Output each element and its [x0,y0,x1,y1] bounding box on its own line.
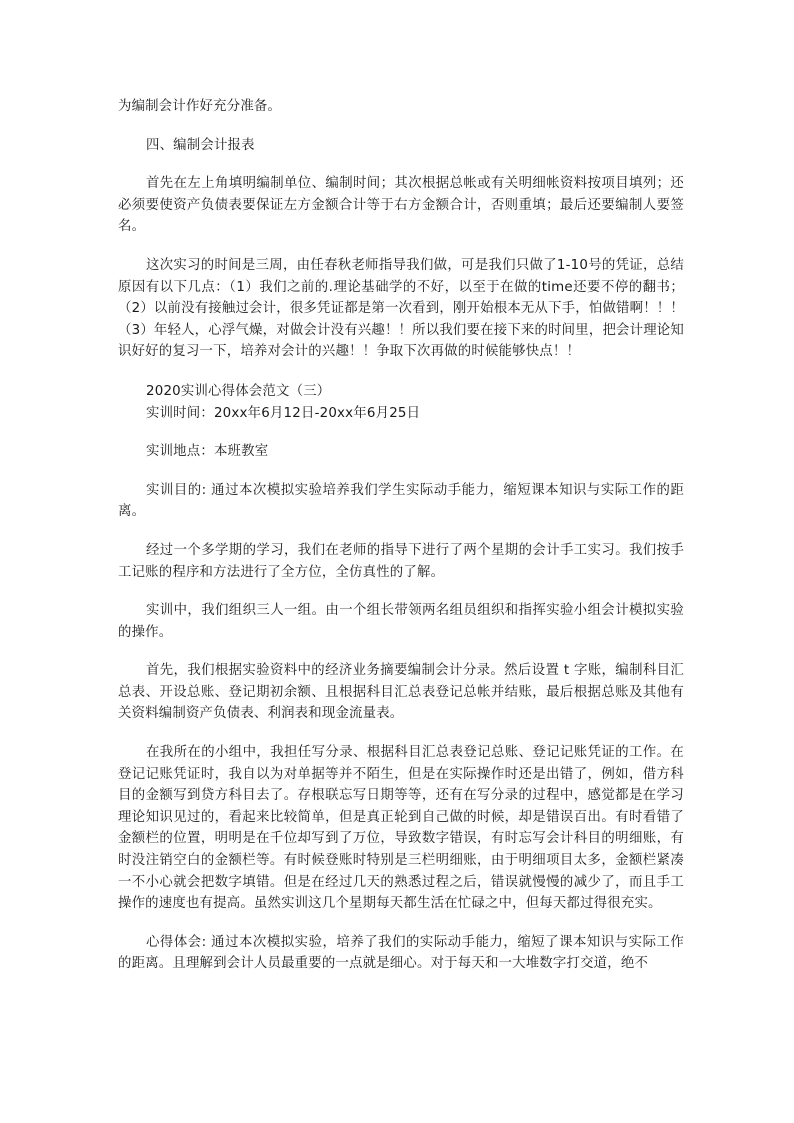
paragraph-reflection: 心得体会: 通过本次模拟实验，培养了我们的实际动手能力，缩短了课本知识与实际工作的距离。且理解到会计人员最重要的一点就是细心。对于每天和一大堆数字打交道，绝不 [118,934,684,972]
paragraph-overview: 经过一个多学期的学习，我们在老师的指导下进行了两个星期的会计手工实习。我们按手工记账的程序和方法进行了全方位，全仿真性的了解。 [118,542,684,580]
training-location: 实训地点：本班教室 [146,444,269,460]
section-heading-report: 四、编制会计报表 [146,137,255,153]
training-purpose: 实训目的: 通过本次模拟实验培养我们学生实际动手能力，缩短课本知识与实际工作的距离。 [118,482,684,520]
paragraph-intro-end: 为编制会计作好充分准备。 [118,99,282,114]
document-page [118,96,684,975]
training-time: 实训时间：20xx年6月12日-20xx年6月25日 [146,405,421,421]
paragraph-internship-summary: 这次实习的时间是三周，由任春秋老师指导我们做，可是我们只做了1-10号的凭证，总结原因有以下几点：（1）我们之前的.理论基础学的不好，以至于在做的time还要不停的翻书；（2）以前没有接触过会计，很多凭证都是第一次看到，刚开始根本无从下手，怕做错啊！！！（3）年轻人，心浮气燥，对做会计没有兴趣！！所以我们要在接下来的时间里，把会计理论知识好好的复习一下，培养对会计的兴趣！！争取下次再做的时候能够快点！！ [118,257,684,360]
paragraph-report-steps: 首先在左上角填明编制单位、编制时间；其次根据总帐或有关明细帐资料按项目填列；还必须要使资产负债表要保证左方金额合计等于右方金额合计，否则重填；最后还要编制人要签名。 [118,176,684,235]
paragraph-group: 实训中，我们组织三人一组。由一个组长带领两名组员组织和指挥实验小组会计模拟实验的操作。 [118,603,684,640]
paragraph-procedure: 首先，我们根据实验资料中的经济业务摘要编制会计分录。然后设置 t 字账，编制科目汇总表、开设总账、登记期初余额、且根据科目汇总表登记总帐并结账，最后根据总账及其他有关资料编制资产负债表、利润表和现金流量表。 [118,663,684,722]
paragraph-my-role: 在我所在的小组中，我担任写分录、根据科目汇总表登记总账、登记记账凭证的工作。在登记记账凭证时，我自以为对单据等并不陌生，但是在实际操作时还是出错了，例如，借方科目的金额写到贷方科目去了。存根联忘写日期等等，还有在写分录的过程中，感觉都是在学习理论知识见过的，看起来比较简单，但是真正轮到自己做的时候，却是错误百出。有时看错了金额栏的位置，明明是在千位却写到了万位，导致数字错误，有时忘写会计科目的明细账，有时没注销空白的金额栏等。有时候登账时特别是三栏明细账，由于明细项目太多，金额栏紧凑一不小心就会把数字填错。但是在经过几天的熟悉过程之后，错误就慢慢的减少了，而且手工操作的速度也有提高。虽然实训这几个星期每天都生活在忙碌之中，但每天都过得很充实。 [118,745,684,912]
article-title: 2020实训心得体会范文（三） [146,383,331,399]
